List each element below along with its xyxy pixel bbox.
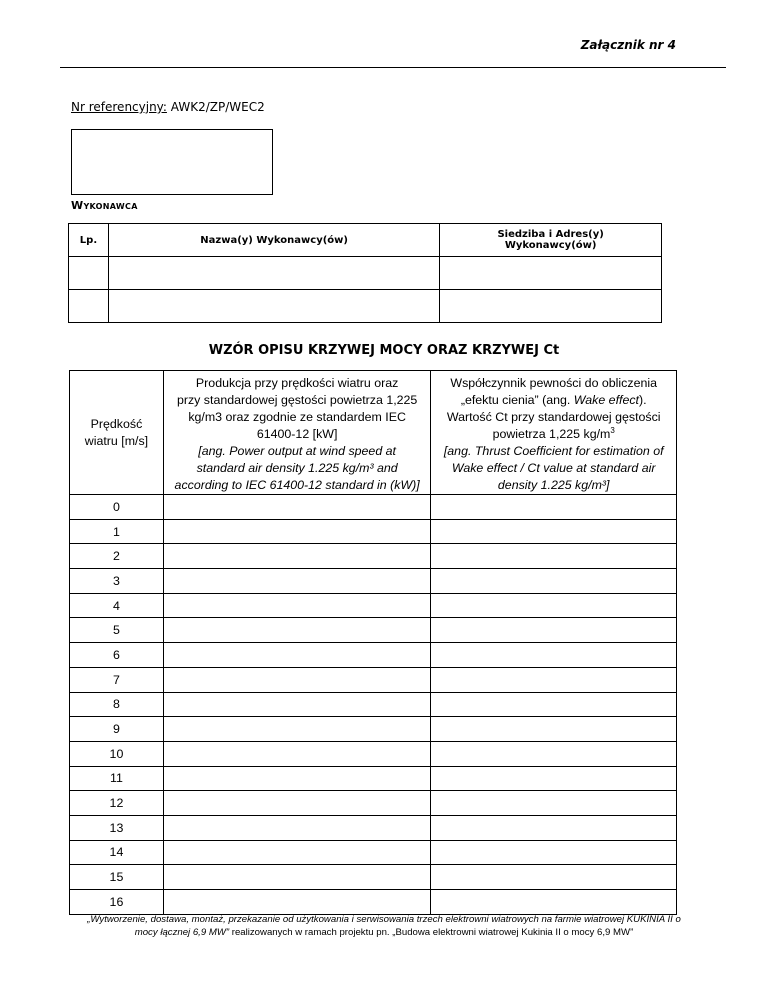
table-row bbox=[70, 544, 677, 569]
header-power-line: Produkcja przy prędkości wiatru oraz bbox=[195, 376, 399, 390]
power-output-cell[interactable] bbox=[163, 544, 431, 569]
power-output-cell[interactable] bbox=[163, 717, 431, 742]
ct-value-cell[interactable] bbox=[431, 717, 677, 742]
wind-speed-value: 13 bbox=[70, 815, 164, 840]
power-output-cell[interactable] bbox=[163, 643, 431, 668]
wind-speed-value: 5 bbox=[70, 618, 164, 643]
wind-speed-value: 6 bbox=[70, 643, 164, 668]
header-ct-line: Wartość Ct przy standardowej gęstości bbox=[446, 410, 661, 424]
table-cell[interactable] bbox=[440, 257, 662, 290]
header-ct-line: Wake effect / Ct value at standard air bbox=[451, 461, 656, 475]
power-output-cell[interactable] bbox=[163, 865, 431, 890]
ct-value-cell[interactable] bbox=[431, 544, 677, 569]
reference-value: AWK2/ZP/WEC2 bbox=[170, 100, 265, 114]
table-cell[interactable] bbox=[440, 290, 662, 323]
ct-value-cell[interactable] bbox=[431, 865, 677, 890]
header-divider bbox=[60, 67, 726, 68]
wind-speed-value: 1 bbox=[70, 519, 164, 544]
header-ct-line: powietrza 1,225 $kg/m^3$ bbox=[492, 425, 615, 441]
ct-value-cell[interactable] bbox=[431, 815, 677, 840]
table-cell[interactable] bbox=[108, 290, 439, 323]
table-row bbox=[70, 593, 677, 618]
ct-value-cell[interactable] bbox=[431, 791, 677, 816]
wind-speed-value: 12 bbox=[70, 791, 164, 816]
wind-speed-value: 14 bbox=[70, 840, 164, 865]
footer-line: mocy łącznej 6,9 MW” realizowanych w ramach projektu pn. „Budowa elektrowni wiatrowej Kukinia II o mocy 6,9 MW” bbox=[134, 927, 634, 938]
ct-value-cell[interactable] bbox=[431, 840, 677, 865]
power-output-cell[interactable] bbox=[163, 840, 431, 865]
ct-value-cell[interactable] bbox=[431, 569, 677, 594]
contractor-heading bbox=[71, 199, 138, 212]
table-row bbox=[70, 569, 677, 594]
header-power-output bbox=[163, 371, 431, 495]
power-output-cell[interactable] bbox=[163, 569, 431, 594]
wind-speed-value: 2 bbox=[70, 544, 164, 569]
header-power-line: [ang. Power output at wind speed at bbox=[198, 444, 396, 458]
ct-value-cell[interactable] bbox=[431, 593, 677, 618]
header-wind-speed bbox=[70, 371, 164, 495]
header-ct-line: Współczynnik pewności do obliczenia bbox=[450, 376, 658, 390]
wind-speed-value: 11 bbox=[70, 766, 164, 791]
header-thrust-coefficient bbox=[431, 371, 677, 495]
ct-value-cell[interactable] bbox=[431, 890, 677, 915]
reference-number bbox=[71, 100, 265, 114]
table-row bbox=[70, 791, 677, 816]
header-power-line: according to IEC 61400-12 standard in (kW)] bbox=[174, 478, 420, 492]
table-row bbox=[70, 840, 677, 865]
header-power-line: przy standardowej gęstości powietrza 1,225 bbox=[176, 393, 418, 407]
header-power-line: kg/m3 oraz zgodnie ze standardem IEC bbox=[188, 410, 406, 424]
ct-value-cell[interactable] bbox=[431, 667, 677, 692]
power-output-cell[interactable] bbox=[163, 593, 431, 618]
table-row bbox=[70, 643, 677, 668]
ct-value-cell[interactable] bbox=[431, 741, 677, 766]
table-row bbox=[70, 890, 677, 915]
wind-speed-value: 3 bbox=[70, 569, 164, 594]
table-row bbox=[70, 519, 677, 544]
wind-speed-value: 10 bbox=[70, 741, 164, 766]
ct-value-cell[interactable] bbox=[431, 495, 677, 520]
header-ct-line: „efektu cienia” (ang. Wake effect). bbox=[460, 393, 647, 407]
header-wind-speed-text: Prędkość wiatru [m/s] bbox=[84, 416, 149, 448]
table-row bbox=[70, 717, 677, 742]
power-output-cell[interactable] bbox=[163, 519, 431, 544]
header-power-line: 61400-12 [kW] bbox=[256, 427, 338, 441]
ct-value-cell[interactable] bbox=[431, 692, 677, 717]
power-output-cell[interactable] bbox=[163, 618, 431, 643]
power-output-cell[interactable] bbox=[163, 766, 431, 791]
header-lp: Lp. bbox=[69, 224, 109, 257]
header-power-line: standard air density 1.225 kg/m³ and bbox=[196, 461, 398, 475]
ct-value-cell[interactable] bbox=[431, 519, 677, 544]
annex-label: Załącznik nr 4 bbox=[580, 38, 676, 52]
table-row bbox=[70, 692, 677, 717]
table-row bbox=[69, 257, 662, 290]
power-output-cell[interactable] bbox=[163, 667, 431, 692]
wind-speed-value: 9 bbox=[70, 717, 164, 742]
contractor-table-header bbox=[69, 224, 662, 257]
wind-speed-value: 4 bbox=[70, 593, 164, 618]
power-output-cell[interactable] bbox=[163, 890, 431, 915]
power-output-cell[interactable] bbox=[163, 692, 431, 717]
table-row bbox=[70, 741, 677, 766]
power-output-cell[interactable] bbox=[163, 791, 431, 816]
table-row bbox=[70, 618, 677, 643]
table-cell[interactable] bbox=[69, 290, 109, 323]
contractor-table bbox=[68, 223, 662, 323]
power-output-cell[interactable] bbox=[163, 741, 431, 766]
power-output-cell[interactable] bbox=[163, 815, 431, 840]
power-output-cell[interactable] bbox=[163, 495, 431, 520]
reference-label: Nr referencyjny: bbox=[71, 100, 167, 114]
contractor-stamp-box bbox=[71, 129, 273, 195]
ct-value-cell[interactable] bbox=[431, 766, 677, 791]
table-row bbox=[69, 290, 662, 323]
table-row bbox=[70, 766, 677, 791]
ct-value-cell[interactable] bbox=[431, 643, 677, 668]
power-curve-table bbox=[69, 370, 677, 915]
power-table-body bbox=[70, 495, 677, 915]
page-title: WZÓR OPISU KRZYWEJ MOCY ORAZ KRZYWEJ Ct bbox=[208, 343, 560, 358]
contractor-heading-rest: YKONAWCA bbox=[83, 202, 138, 211]
wind-speed-value: 15 bbox=[70, 865, 164, 890]
wind-speed-value: 16 bbox=[70, 890, 164, 915]
contractor-heading-initial: W bbox=[71, 199, 84, 212]
wind-speed-value: 0 bbox=[70, 495, 164, 520]
table-row bbox=[70, 815, 677, 840]
table-row bbox=[70, 667, 677, 692]
footer-line: „Wytworzenie, dostawa, montaż, przekazanie od użytkowania i serwisowania trzech elektrowni wiatrowych na farmie wiatrowej KUKINIA II o bbox=[87, 914, 681, 925]
header-name: Nazwa(y) Wykonawcy(ów) bbox=[108, 224, 439, 257]
table-cell[interactable] bbox=[108, 257, 439, 290]
header-ct-line: density 1.225 kg/m³] bbox=[497, 478, 610, 492]
table-cell[interactable] bbox=[69, 257, 109, 290]
power-table-header bbox=[70, 371, 677, 495]
footer-project-note bbox=[40, 913, 728, 939]
wind-speed-value: 8 bbox=[70, 692, 164, 717]
ct-value-cell[interactable] bbox=[431, 618, 677, 643]
table-row bbox=[70, 495, 677, 520]
wind-speed-value: 7 bbox=[70, 667, 164, 692]
table-row bbox=[70, 865, 677, 890]
header-ct-line: [ang. Thrust Coefficient for estimation of bbox=[443, 444, 664, 458]
header-address: Siedziba i Adres(y) Wykonawcy(ów) bbox=[440, 224, 662, 257]
